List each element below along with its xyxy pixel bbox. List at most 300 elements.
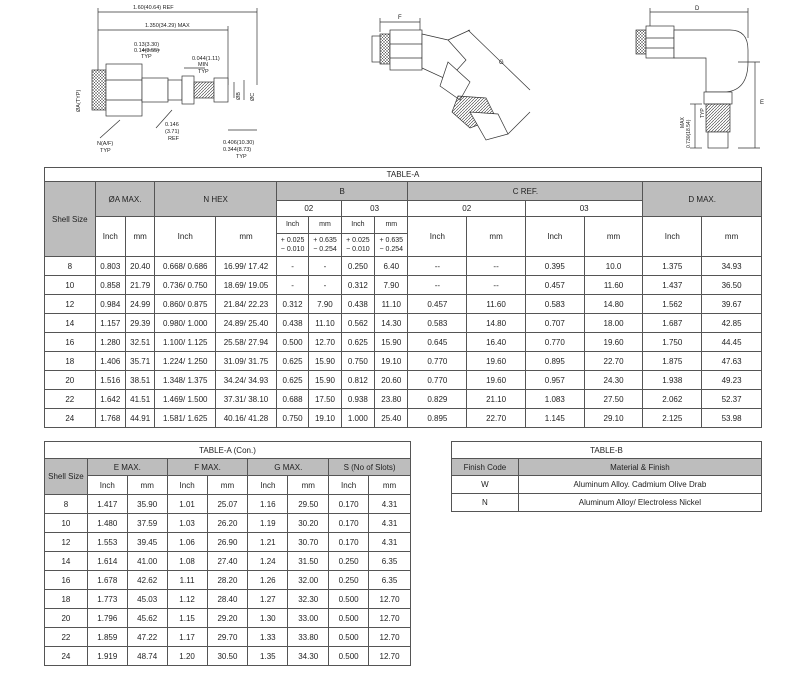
table-row (45, 609, 411, 628)
value-cell: 34.24/ 34.93 (216, 371, 277, 390)
value-cell: 32.00 (288, 571, 329, 590)
value-cell: 1.375 (643, 257, 702, 276)
value-cell: 1.19 (248, 514, 288, 533)
value-cell: 34.93 (702, 257, 762, 276)
table-a-unit-header: mm (126, 217, 155, 257)
value-cell: 0.625 (341, 333, 374, 352)
dim-height-typ: TYP (700, 108, 706, 118)
dim-slot-a: 0.406(10.30) (223, 140, 255, 146)
dim-e: E (760, 100, 765, 106)
value-cell: 48.74 (127, 647, 167, 666)
table-row (45, 276, 762, 295)
value-cell: 1.21 (248, 533, 288, 552)
shell-size-cell: 24 (45, 647, 88, 666)
value-cell: 0.829 (408, 390, 467, 409)
value-cell: 1.773 (87, 590, 127, 609)
value-cell: 0.803 (95, 257, 125, 276)
value-cell: -- (467, 257, 526, 276)
tolerance-minus: − 0.254 (379, 245, 404, 253)
table-a-c02-header: 02 (408, 201, 525, 217)
shell-size-cell: 24 (45, 409, 96, 428)
table-a-n-hex-header: N HEX (155, 182, 277, 217)
dim-min-gap: 0.044(1.11) (192, 56, 220, 62)
table-a-d-max-header: D MAX. (643, 182, 762, 217)
value-cell: 24.99 (126, 295, 155, 314)
table-row (45, 647, 411, 666)
table-a-unit-header: Inch (408, 217, 467, 257)
table-a-c03-header: 03 (525, 201, 642, 217)
value-cell: 0.625 (276, 371, 308, 390)
value-cell: 35.71 (126, 352, 155, 371)
value-cell: 6.35 (369, 571, 411, 590)
value-cell: 30.50 (207, 647, 248, 666)
table-a-shell-size-header: Shell Size (45, 182, 96, 257)
table-ac-e-max-header: E MAX. (87, 459, 167, 476)
tolerance-minus: − 0.254 (313, 245, 337, 253)
value-cell: 12.70 (369, 609, 411, 628)
table-ac-unit-header: Inch (248, 476, 288, 495)
value-cell: 1.678 (87, 571, 127, 590)
shell-size-cell: 18 (45, 590, 88, 609)
table-ac-g-max-header: G MAX. (248, 459, 329, 476)
value-cell: Aluminum Alloy. Cadmium Olive Drab (518, 476, 761, 494)
value-cell: 4.31 (369, 533, 411, 552)
value-cell: 1.08 (167, 552, 207, 571)
value-cell: 0.250 (329, 552, 369, 571)
table-a-b02-header: 02 (276, 201, 341, 217)
value-cell: - (309, 257, 341, 276)
shell-size-cell: 8 (45, 257, 96, 276)
shell-size-cell: 20 (45, 609, 88, 628)
value-cell: 1.12 (167, 590, 207, 609)
value-cell: 0.250 (329, 571, 369, 590)
value-cell: 1.796 (87, 609, 127, 628)
table-a (44, 167, 762, 428)
value-cell: 15.90 (309, 352, 341, 371)
value-cell: 21.10 (467, 390, 526, 409)
value-cell: 1.145 (525, 409, 584, 428)
shell-size-cell: 18 (45, 352, 96, 371)
value-cell: 14.80 (584, 295, 643, 314)
value-cell: 0.895 (525, 352, 584, 371)
value-cell: 0.858 (95, 276, 125, 295)
unit-label: Inch (351, 220, 365, 228)
value-cell: 0.583 (525, 295, 584, 314)
value-cell: 28.20 (207, 571, 248, 590)
value-cell: 0.938 (341, 390, 374, 409)
table-row (452, 494, 762, 512)
value-cell: 1.768 (95, 409, 125, 428)
value-cell: 36.50 (702, 276, 762, 295)
value-cell: 37.31/ 38.10 (216, 390, 277, 409)
value-cell: 44.45 (702, 333, 762, 352)
dim-f: F (398, 15, 402, 21)
dim-slot-b: 0.344(8.73) (223, 147, 252, 153)
value-cell: 21.79 (126, 276, 155, 295)
dim-g: G (499, 60, 504, 66)
tolerance-minus: − 0.010 (280, 245, 305, 253)
value-cell: 41.00 (127, 552, 167, 571)
dim-overall-max: 1.350(34.29) MAX (145, 23, 190, 29)
value-cell: 0.770 (408, 352, 467, 371)
value-cell: 19.10 (375, 352, 408, 371)
table-row (45, 590, 411, 609)
table-a-b02-mm-header (309, 217, 341, 257)
dim-overall-ref: 1.60(40.64) REF (133, 5, 174, 11)
value-cell: 0.980/ 1.000 (155, 314, 216, 333)
value-cell: 39.67 (702, 295, 762, 314)
value-cell: 14.80 (467, 314, 526, 333)
value-cell: 1.919 (87, 647, 127, 666)
value-cell: 0.707 (525, 314, 584, 333)
value-cell: 1.642 (95, 390, 125, 409)
value-cell: 42.62 (127, 571, 167, 590)
table-a-unit-header: mm (702, 217, 762, 257)
table-a-b03-inch-header (341, 217, 374, 257)
value-cell: 32.30 (288, 590, 329, 609)
value-cell: 23.80 (375, 390, 408, 409)
shell-size-cell: 12 (45, 295, 96, 314)
dim-dia-a: ØA(TYP) (76, 89, 82, 112)
value-cell: 0.500 (329, 609, 369, 628)
value-cell: 21.84/ 22.23 (216, 295, 277, 314)
value-cell: 44.91 (126, 409, 155, 428)
value-cell: Aluminum Alloy/ Electroless Nickel (518, 494, 761, 512)
table-a-unit-header: Inch (643, 217, 702, 257)
value-cell: 1.01 (167, 495, 207, 514)
table-row (45, 295, 762, 314)
table-a-oa-max-header: ØA MAX. (95, 182, 155, 217)
angled-view-drawing (372, 18, 530, 140)
dim-thread-a: 0.13(3.30) (134, 42, 160, 48)
table-row (45, 514, 411, 533)
shell-size-cell: W (452, 476, 519, 494)
value-cell: 30.70 (288, 533, 329, 552)
value-cell: 1.406 (95, 352, 125, 371)
value-cell: 1.480 (87, 514, 127, 533)
table-row (45, 371, 762, 390)
value-cell: 47.22 (127, 628, 167, 647)
table-row (45, 628, 411, 647)
value-cell: 0.688 (276, 390, 308, 409)
right-angle-view-drawing (636, 8, 760, 148)
value-cell: 0.625 (276, 352, 308, 371)
value-cell: 29.10 (584, 409, 643, 428)
value-cell: 17.50 (309, 390, 341, 409)
value-cell: 1.11 (167, 571, 207, 590)
value-cell: 22.70 (584, 352, 643, 371)
value-cell: 1.581/ 1.625 (155, 409, 216, 428)
value-cell: 12.70 (309, 333, 341, 352)
value-cell: 16.40 (467, 333, 526, 352)
table-a-continued-title: TABLE-A (Con.) (45, 442, 411, 459)
value-cell: 0.668/ 0.686 (155, 257, 216, 276)
table-row (452, 476, 762, 494)
value-cell: 1.437 (643, 276, 702, 295)
value-cell: 12.70 (369, 647, 411, 666)
value-cell: -- (408, 276, 467, 295)
value-cell: 0.957 (525, 371, 584, 390)
shell-size-cell: 8 (45, 495, 88, 514)
value-cell: 2.125 (643, 409, 702, 428)
value-cell: 27.50 (584, 390, 643, 409)
value-cell: 0.500 (276, 333, 308, 352)
value-cell: 29.50 (288, 495, 329, 514)
value-cell: 15.90 (375, 333, 408, 352)
tolerance-plus: + 0.025 (342, 233, 374, 245)
value-cell: 24.30 (584, 371, 643, 390)
value-cell: 53.98 (702, 409, 762, 428)
value-cell: 1.859 (87, 628, 127, 647)
value-cell: 1.27 (248, 590, 288, 609)
value-cell: 0.438 (341, 295, 374, 314)
table-row (45, 390, 762, 409)
value-cell: 1.469/ 1.500 (155, 390, 216, 409)
table-row (45, 495, 411, 514)
value-cell: 38.51 (126, 371, 155, 390)
table-a-unit-header: Inch (525, 217, 584, 257)
unit-label: Inch (285, 220, 300, 228)
tolerance-plus: + 0.025 (277, 233, 308, 245)
value-cell: 1.000 (341, 409, 374, 428)
value-cell: 12.70 (369, 628, 411, 647)
value-cell: 52.37 (702, 390, 762, 409)
dim-hex-typ: TYP (100, 148, 111, 154)
value-cell: 1.15 (167, 609, 207, 628)
value-cell: 7.90 (309, 295, 341, 314)
value-cell: 1.20 (167, 647, 207, 666)
dim-min-label: MIN (198, 62, 209, 68)
value-cell: -- (408, 257, 467, 276)
shell-size-cell: 10 (45, 276, 96, 295)
value-cell: 0.583 (408, 314, 467, 333)
dim-dia-c: ØC (250, 92, 256, 101)
value-cell: 1.938 (643, 371, 702, 390)
dim-ref-b: (3.71) (165, 129, 180, 135)
value-cell: 24.89/ 25.40 (216, 314, 277, 333)
value-cell: - (276, 276, 308, 295)
value-cell: 1.687 (643, 314, 702, 333)
value-cell: 1.06 (167, 533, 207, 552)
value-cell: 31.50 (288, 552, 329, 571)
value-cell: 0.250 (341, 257, 374, 276)
value-cell: - (309, 276, 341, 295)
table-ac-s-header: S (No of Slots) (329, 459, 411, 476)
value-cell: 42.85 (702, 314, 762, 333)
value-cell: 0.750 (276, 409, 308, 428)
table-row (45, 571, 411, 590)
value-cell: 26.90 (207, 533, 248, 552)
value-cell: 29.39 (126, 314, 155, 333)
value-cell: 1.562 (643, 295, 702, 314)
value-cell: 2.062 (643, 390, 702, 409)
table-a-body (45, 257, 762, 428)
table-a-unit-header: mm (467, 217, 526, 257)
shell-size-cell: 10 (45, 514, 88, 533)
value-cell: 15.90 (309, 371, 341, 390)
table-ac-unit-header: Inch (87, 476, 127, 495)
value-cell: 0.770 (525, 333, 584, 352)
value-cell: 0.895 (408, 409, 467, 428)
table-a-b03-mm-header (375, 217, 408, 257)
value-cell: 0.500 (329, 628, 369, 647)
table-b-body (452, 476, 762, 512)
value-cell: 4.31 (369, 514, 411, 533)
table-row (45, 333, 762, 352)
table-a-b03-header: 03 (341, 201, 408, 217)
value-cell: 49.23 (702, 371, 762, 390)
table-b-title: TABLE-B (452, 442, 762, 459)
shell-size-cell: 14 (45, 552, 88, 571)
shell-size-cell: N (452, 494, 519, 512)
value-cell: 26.20 (207, 514, 248, 533)
shell-size-cell: 14 (45, 314, 96, 333)
table-row (45, 533, 411, 552)
shell-size-cell: 12 (45, 533, 88, 552)
dim-ref-a: 0.146 (165, 122, 179, 128)
value-cell: 18.00 (584, 314, 643, 333)
value-cell: 4.31 (369, 495, 411, 514)
value-cell: 41.51 (126, 390, 155, 409)
value-cell: 1.614 (87, 552, 127, 571)
table-ac-unit-header: mm (288, 476, 329, 495)
value-cell: 1.750 (643, 333, 702, 352)
value-cell: 18.69/ 19.05 (216, 276, 277, 295)
table-row (45, 409, 762, 428)
value-cell: 29.70 (207, 628, 248, 647)
value-cell: 0.770 (408, 371, 467, 390)
shell-size-cell: 20 (45, 371, 96, 390)
value-cell: 11.60 (467, 295, 526, 314)
value-cell: 20.60 (375, 371, 408, 390)
value-cell: 6.40 (375, 257, 408, 276)
table-b-material-header: Material & Finish (518, 459, 761, 476)
value-cell: 1.083 (525, 390, 584, 409)
tolerance-minus: − 0.010 (346, 245, 370, 253)
value-cell: 0.170 (329, 514, 369, 533)
value-cell: 27.40 (207, 552, 248, 571)
value-cell: 40.16/ 41.28 (216, 409, 277, 428)
value-cell: 28.40 (207, 590, 248, 609)
table-a-title: TABLE-A (45, 168, 762, 182)
value-cell: 0.170 (329, 533, 369, 552)
value-cell: 0.312 (276, 295, 308, 314)
table-ac-unit-header: Inch (329, 476, 369, 495)
value-cell: 0.812 (341, 371, 374, 390)
value-cell: 1.157 (95, 314, 125, 333)
value-cell: 11.10 (375, 295, 408, 314)
dim-height-max: 0.730(18.54) (686, 119, 692, 148)
table-row (45, 314, 762, 333)
tolerance-plus: + 0.635 (375, 233, 407, 245)
unit-label: mm (319, 220, 331, 228)
value-cell: 1.30 (248, 609, 288, 628)
table-ac-unit-header: mm (127, 476, 167, 495)
value-cell: 19.60 (467, 352, 526, 371)
value-cell: 25.07 (207, 495, 248, 514)
value-cell: 32.51 (126, 333, 155, 352)
value-cell: 30.20 (288, 514, 329, 533)
value-cell: 0.860/ 0.875 (155, 295, 216, 314)
dim-min-typ: TYP (198, 69, 209, 75)
value-cell: 0.438 (276, 314, 308, 333)
value-cell: 1.24 (248, 552, 288, 571)
value-cell: 1.03 (167, 514, 207, 533)
value-cell: 0.500 (329, 647, 369, 666)
table-ac-unit-header: mm (369, 476, 411, 495)
table-ac-f-max-header: F MAX. (167, 459, 248, 476)
value-cell: 14.30 (375, 314, 408, 333)
value-cell: 45.03 (127, 590, 167, 609)
shell-size-cell: 22 (45, 390, 96, 409)
value-cell: 33.80 (288, 628, 329, 647)
dim-dia-b: ØB (236, 92, 242, 100)
value-cell: 22.70 (467, 409, 526, 428)
value-cell: 1.35 (248, 647, 288, 666)
value-cell: - (276, 257, 308, 276)
value-cell: 0.395 (525, 257, 584, 276)
value-cell: 25.58/ 27.94 (216, 333, 277, 352)
table-b (451, 441, 762, 512)
technical-drawings (0, 0, 797, 163)
value-cell: 1.875 (643, 352, 702, 371)
value-cell: 0.170 (329, 495, 369, 514)
value-cell: 1.348/ 1.375 (155, 371, 216, 390)
unit-label: mm (385, 220, 398, 228)
value-cell: 1.224/ 1.250 (155, 352, 216, 371)
value-cell: 25.40 (375, 409, 408, 428)
value-cell: 35.90 (127, 495, 167, 514)
value-cell: 0.312 (341, 276, 374, 295)
table-a-b02-inch-header (276, 217, 308, 257)
value-cell: 1.33 (248, 628, 288, 647)
value-cell: 1.417 (87, 495, 127, 514)
value-cell: 16.99/ 17.42 (216, 257, 277, 276)
value-cell: 1.16 (248, 495, 288, 514)
value-cell: 1.280 (95, 333, 125, 352)
value-cell: 33.00 (288, 609, 329, 628)
tolerance-plus: + 0.635 (309, 233, 340, 245)
table-a-unit-header: Inch (155, 217, 216, 257)
dim-height-max-label: MAX (680, 117, 686, 128)
table-a-b-header: B (276, 182, 408, 201)
shell-size-cell: 16 (45, 571, 88, 590)
dim-d: D (695, 6, 700, 12)
value-cell: 1.553 (87, 533, 127, 552)
value-cell: 0.457 (408, 295, 467, 314)
value-cell: 0.750 (341, 352, 374, 371)
table-ac-unit-header: mm (207, 476, 248, 495)
value-cell: 19.60 (467, 371, 526, 390)
table-a-unit-header: mm (216, 217, 277, 257)
value-cell: -- (467, 276, 526, 295)
dim-thread-typ: TYP (141, 54, 152, 60)
value-cell: 1.100/ 1.125 (155, 333, 216, 352)
value-cell: 1.17 (167, 628, 207, 647)
dim-thread-b: 0.14(3.55) (134, 48, 160, 54)
value-cell: 0.984 (95, 295, 125, 314)
shell-size-cell: 16 (45, 333, 96, 352)
value-cell: 0.500 (329, 590, 369, 609)
value-cell: 45.62 (127, 609, 167, 628)
dim-slot-typ: TYP (236, 154, 247, 160)
value-cell: 0.457 (525, 276, 584, 295)
value-cell: 1.26 (248, 571, 288, 590)
value-cell: 1.516 (95, 371, 125, 390)
value-cell: 29.20 (207, 609, 248, 628)
table-row (45, 257, 762, 276)
value-cell: 0.562 (341, 314, 374, 333)
